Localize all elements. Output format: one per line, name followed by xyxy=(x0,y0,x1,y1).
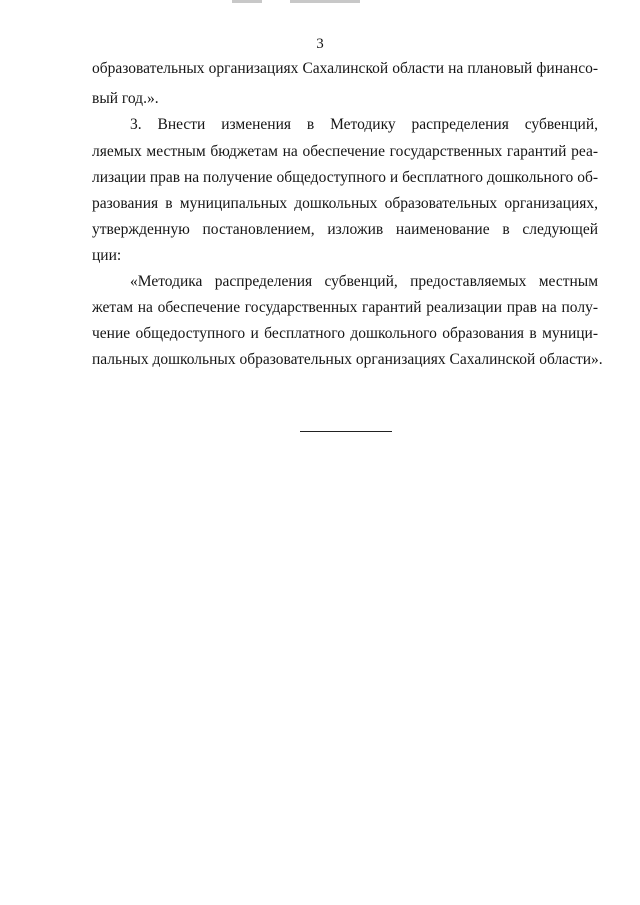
separator-line xyxy=(300,431,392,432)
paragraph-line: «Методика распределения субвенций, предоставляемых местным xyxy=(130,273,598,290)
paragraph-line: образовательных организациях Сахалинской области на плановый финансо- xyxy=(92,60,598,77)
scan-artifact xyxy=(290,0,360,3)
paragraph-line: ляемых местным бюджетам на обеспечение государственных гарантий реа- xyxy=(92,143,598,160)
scan-artifact xyxy=(232,0,262,3)
paragraph-line: пальных дошкольных образовательных организациях Сахалинской области». xyxy=(92,351,603,368)
paragraph-line: 3. Внести изменения в Методику распределения субвенций, xyxy=(130,116,598,133)
paragraph-line: вый год.». xyxy=(92,90,159,107)
paragraph-line: лизации прав на получение общедоступного и бесплатного дошкольного об- xyxy=(92,169,598,186)
page-number: 3 xyxy=(316,36,324,52)
paragraph-line: утвержденную постановлением, изложив наименование в следующей xyxy=(92,221,598,238)
paragraph-line: жетам на обеспечение государственных гарантий реализации прав на полу- xyxy=(92,299,598,316)
paragraph-line: ции: xyxy=(92,247,122,264)
paragraph-line: чение общедоступного и бесплатного дошкольного образования в муници- xyxy=(92,325,598,342)
paragraph-line: разования в муниципальных дошкольных образовательных организациях, xyxy=(92,195,598,212)
